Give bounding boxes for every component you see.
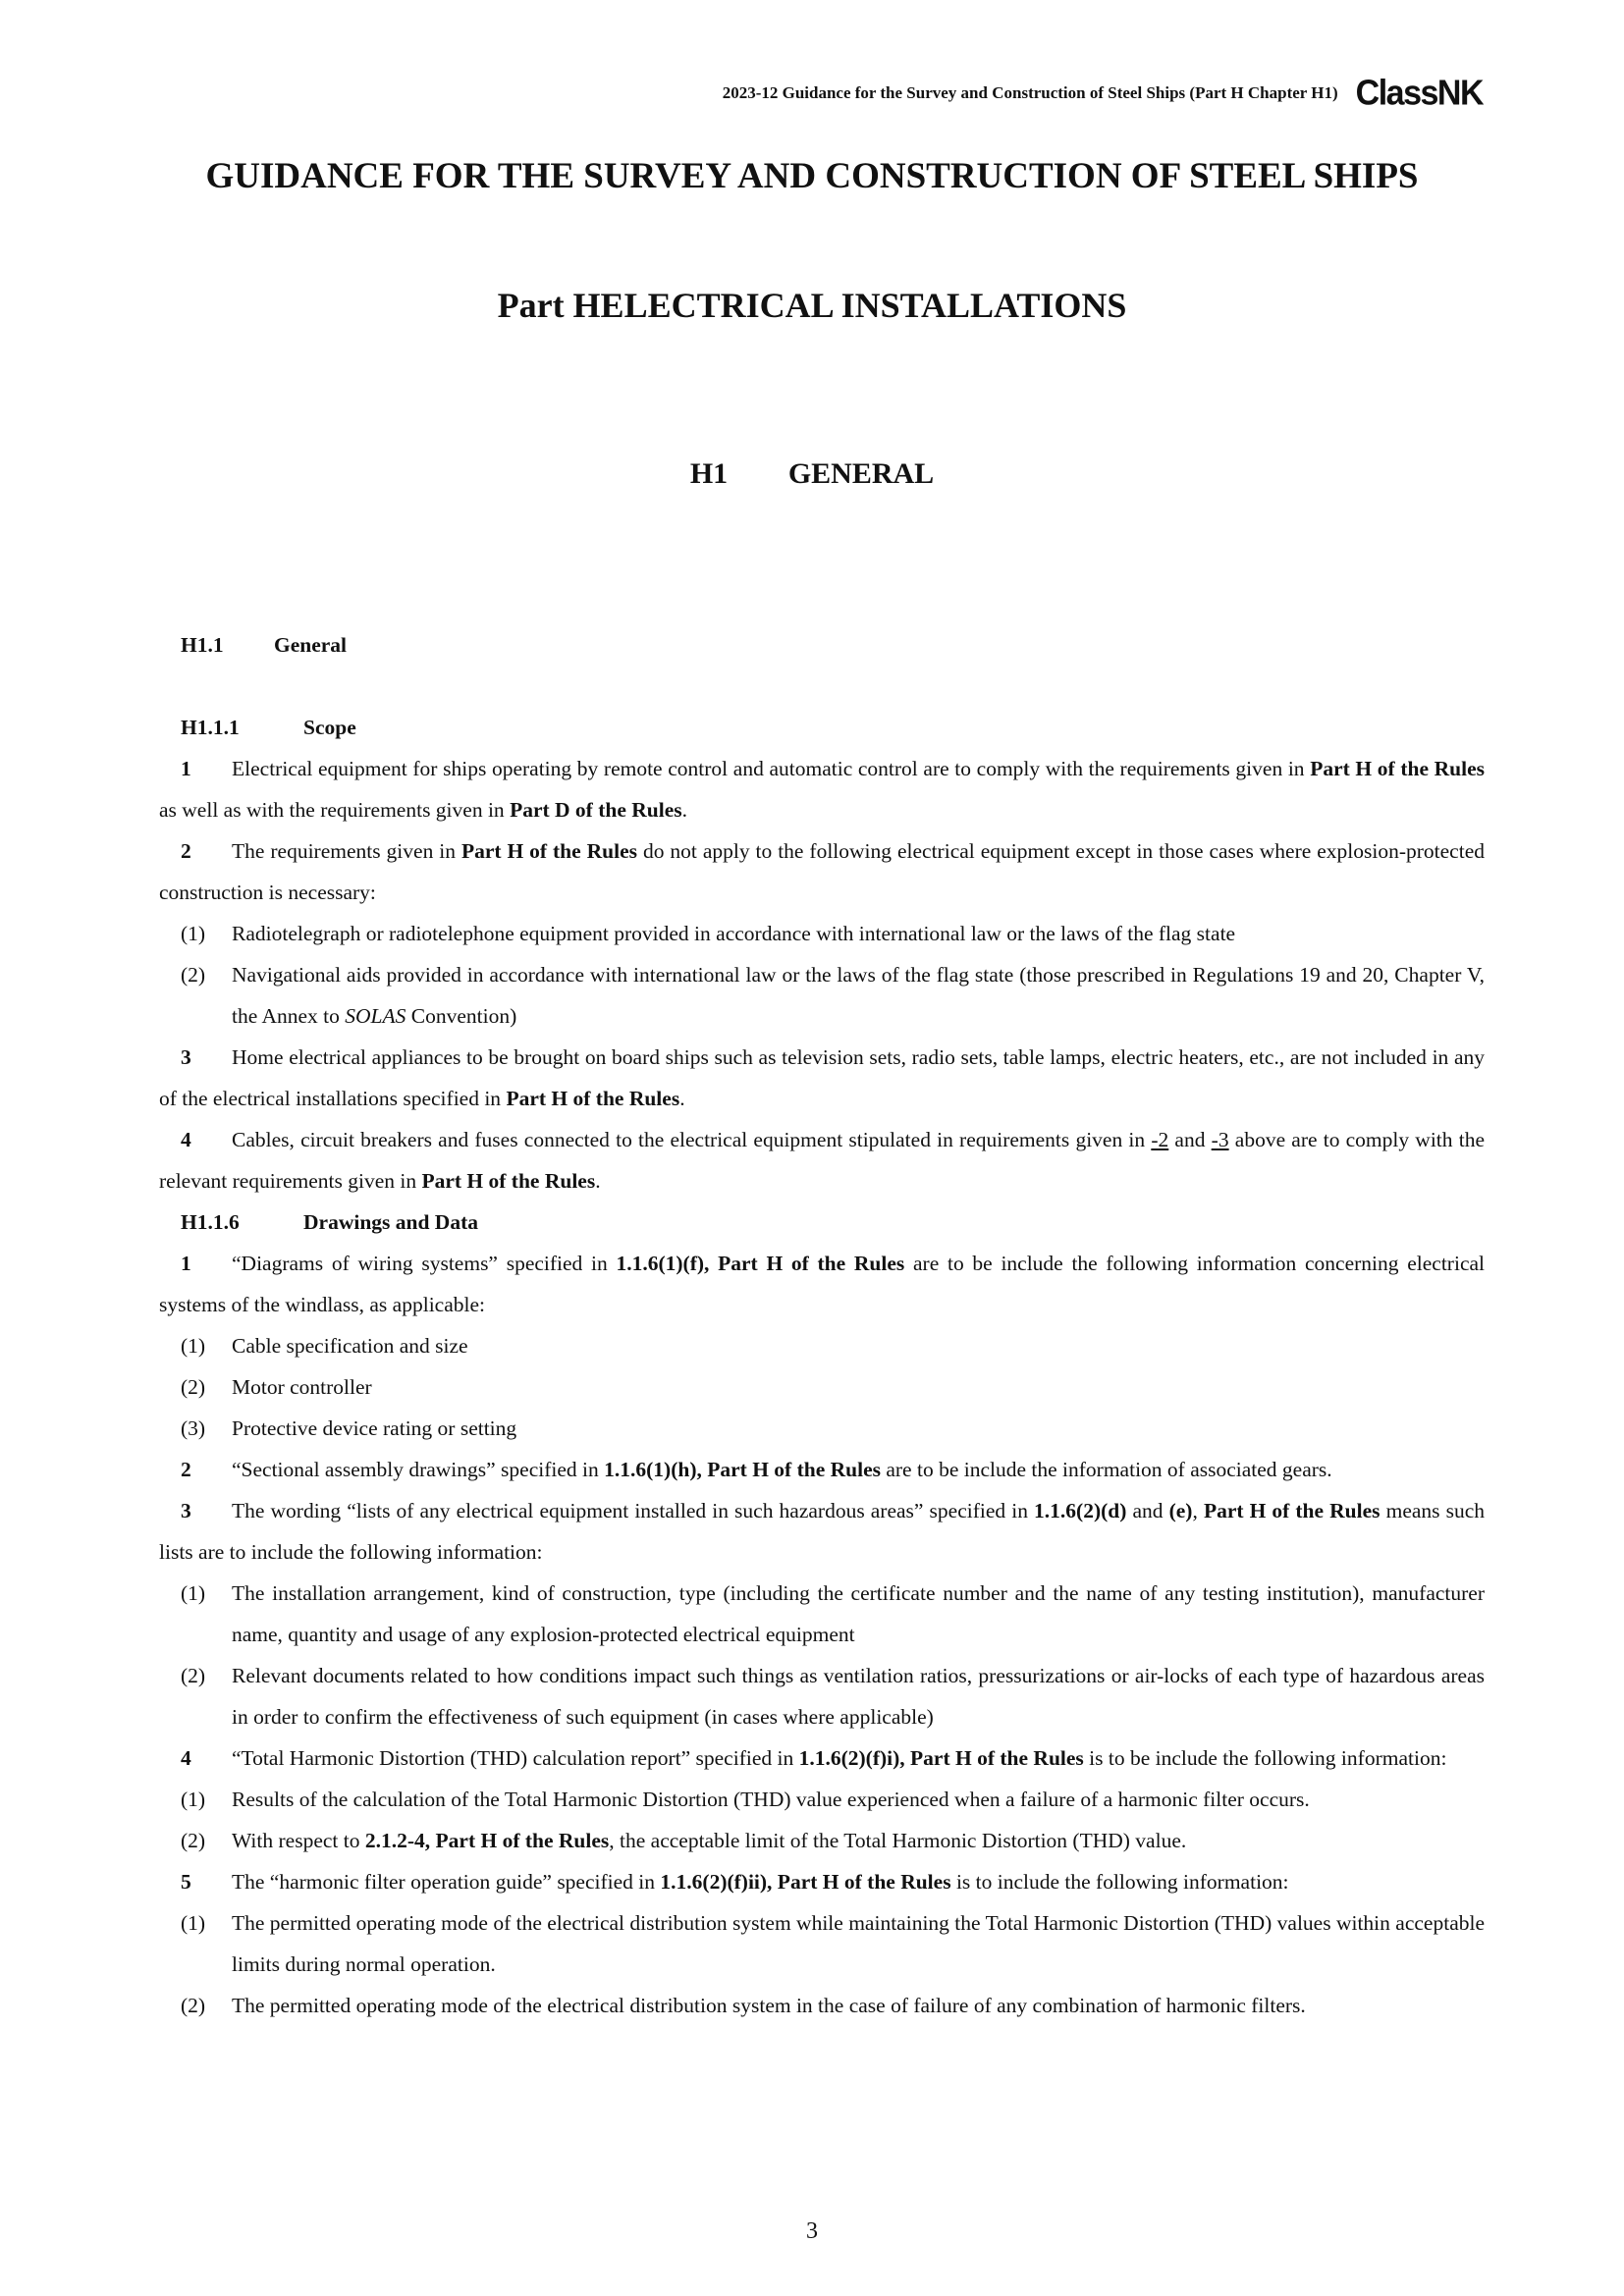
rule-reference: 1.1.6(2)(f)ii), Part H of the Rules [660, 1870, 951, 1894]
paragraph-number: 3 [181, 1045, 191, 1069]
item-text: Relevant documents related to how conditions impact such things as ventilation ratios, pressurizations or air-locks of each type of hazardous areas in order to confirm the effectiveness of such equipment (in cases where applicable) [232, 1664, 1485, 1729]
rule-reference: 1.1.6(1)(h), Part H of the Rules [604, 1458, 881, 1481]
rule-reference: Part D of the Rules [510, 798, 682, 822]
chapter-title: GENERAL [787, 457, 935, 490]
paragraph-scope-1 [159, 748, 1485, 830]
paragraph-text: The wording “lists of any electrical equipment installed in such hazardous areas” specified in [232, 1499, 1035, 1522]
item-text: Navigational aids provided in accordance with international law or the laws of the flag state (those prescribed in Regulations 19 and 20, Chapter V, the Annex to [232, 963, 1485, 1028]
list-item [159, 1366, 1485, 1408]
item-number: (2) [181, 1375, 206, 1399]
paragraph-drawings-3 [159, 1490, 1485, 1573]
paragraph-text: and [1126, 1499, 1169, 1522]
paragraph-number: 3 [181, 1499, 191, 1522]
page-number: 3 [806, 2218, 818, 2244]
item-number: (2) [181, 1664, 206, 1687]
section-heading-h1-1-6 [181, 1201, 1485, 1243]
item-text: The permitted operating mode of the electrical distribution system while maintaining the Total Harmonic Distortion (THD) values within acceptable limits during normal operation. [232, 1911, 1485, 1976]
paragraph-number: 1 [181, 1252, 191, 1275]
paragraph-drawings-4 [159, 1737, 1485, 1779]
paragraph-text: The “harmonic filter operation guide” specified in [232, 1870, 661, 1894]
list-item [159, 1325, 1485, 1366]
section-number: H1.1 [181, 633, 224, 657]
item-text: Cable specification and size [232, 1334, 468, 1358]
list-item [159, 1655, 1485, 1737]
paragraph-text: “Total Harmonic Distortion (THD) calculation report” specified in [232, 1746, 799, 1770]
paragraph-scope-2 [159, 830, 1485, 913]
paragraph-drawings-5 [159, 1861, 1485, 1902]
item-text: The permitted operating mode of the electrical distribution system in the case of failure of any combination of harmonic filters. [232, 1994, 1306, 2017]
rule-reference: (e) [1168, 1499, 1193, 1522]
chapter-number: H1 [689, 457, 729, 490]
item-number: (1) [181, 1334, 206, 1358]
paragraph-number: 4 [181, 1746, 191, 1770]
paragraph-text: , [1192, 1499, 1204, 1522]
list-item [159, 913, 1485, 954]
cross-reference-link[interactable]: -2 [1151, 1128, 1169, 1151]
paragraph-scope-4 [159, 1119, 1485, 1201]
item-number: (3) [181, 1416, 206, 1440]
paragraph-text: Electrical equipment for ships operating by remote control and automatic control are to comply with the requirements given in [232, 757, 1311, 780]
item-text: Protective device rating or setting [232, 1416, 517, 1440]
section-number: H1.1.1 [181, 716, 240, 739]
section-heading-h1-1-1 [181, 707, 1485, 748]
list-item [159, 1408, 1485, 1449]
section-title: General [274, 633, 348, 657]
item-number: (1) [181, 1581, 206, 1605]
item-text-italic: SOLAS [345, 1004, 406, 1028]
list-item [159, 1985, 1485, 2026]
paragraph-text: . [681, 798, 687, 822]
section-heading-h1-1 [181, 624, 1485, 666]
classnk-logo: ClassNK [1355, 74, 1483, 113]
item-number: (2) [181, 1829, 206, 1852]
paragraph-drawings-2 [159, 1449, 1485, 1490]
paragraph-text: Cables, circuit breakers and fuses connected to the electrical equipment stipulated in requirements given in [232, 1128, 1152, 1151]
paragraph-drawings-1 [159, 1243, 1485, 1325]
list-item [159, 954, 1485, 1037]
paragraph-text: The requirements given in [232, 839, 461, 863]
item-number: (2) [181, 963, 206, 987]
paragraph-text: above are to comply with the relevant requirements given in [159, 1128, 1485, 1193]
rule-reference: Part H of the Rules [1203, 1499, 1380, 1522]
rule-reference: 1.1.6(2)(f)i), Part H of the Rules [798, 1746, 1084, 1770]
paragraph-scope-3 [159, 1037, 1485, 1119]
paragraph-text: . [595, 1169, 601, 1193]
cross-reference-link[interactable]: -3 [1211, 1128, 1229, 1151]
item-text: Convention) [406, 1004, 517, 1028]
item-text: Results of the calculation of the Total Harmonic Distortion (THD) value experienced when a failure of a harmonic filter occurs. [232, 1788, 1310, 1811]
item-number: (1) [181, 922, 206, 945]
paragraph-text: are to be include the information of associated gears. [880, 1458, 1332, 1481]
list-item [159, 1779, 1485, 1820]
paragraph-number: 5 [181, 1870, 191, 1894]
item-number: (1) [181, 1788, 206, 1811]
list-item [159, 1902, 1485, 1985]
paragraph-number: 1 [181, 757, 191, 780]
paragraph-text: “Diagrams of wiring systems” specified in [232, 1252, 617, 1275]
paragraph-text: as well as with the requirements given in [159, 798, 511, 822]
section-title: Drawings and Data [303, 1210, 478, 1234]
item-number: (2) [181, 1994, 206, 2017]
chapter-heading [0, 457, 1624, 491]
rule-reference: Part H of the Rules [421, 1169, 596, 1193]
section-number: H1.1.6 [181, 1210, 240, 1234]
list-item [159, 1820, 1485, 1861]
paragraph-text: are to be include the following information concerning electrical systems of the windlass, as applicable: [159, 1252, 1485, 1316]
rule-reference: 2.1.2-4, Part H of the Rules [364, 1829, 610, 1852]
rule-reference: Part H of the Rules [460, 839, 637, 863]
part-title: Part HELECTRICAL INSTALLATIONS [497, 286, 1127, 325]
item-number: (1) [181, 1911, 206, 1935]
rule-reference: Part H of the Rules [1310, 757, 1486, 780]
paragraph-number: 2 [181, 839, 191, 863]
item-text: With respect to [232, 1829, 365, 1852]
paragraph-number: 2 [181, 1458, 191, 1481]
item-text: The installation arrangement, kind of construction, type (including the certificate number and the name of any testing institution), manufacturer name, quantity and usage of any explosion-protected electrical equipment [232, 1581, 1485, 1646]
rule-reference: 1.1.6(2)(d) [1034, 1499, 1127, 1522]
item-text: Radiotelegraph or radiotelephone equipment provided in accordance with international law or the laws of the flag state [232, 922, 1236, 945]
rule-reference: Part H of the Rules [506, 1087, 680, 1110]
paragraph-text: . [679, 1087, 685, 1110]
paragraph-text: do not apply to the following electrical equipment except in those cases where explosion-protected construction is necessary: [159, 839, 1485, 904]
section-title: Scope [303, 716, 356, 739]
rule-reference: 1.1.6(1)(f), Part H of the Rules [616, 1252, 905, 1275]
running-header [550, 74, 1483, 113]
running-title: 2023-12 Guidance for the Survey and Construction of Steel Ships (Part H Chapter H1) [722, 83, 1338, 102]
paragraph-number: 4 [181, 1128, 191, 1151]
item-text: , the acceptable limit of the Total Harmonic Distortion (THD) value. [609, 1829, 1187, 1852]
list-item [159, 1573, 1485, 1655]
paragraph-text: is to include the following information: [950, 1870, 1289, 1894]
paragraph-text: and [1168, 1128, 1212, 1151]
paragraph-text: is to be include the following information: [1083, 1746, 1447, 1770]
paragraph-text: “Sectional assembly drawings” specified in [232, 1458, 605, 1481]
document-title: GUIDANCE FOR THE SURVEY AND CONSTRUCTION OF STEEL SHIPS [205, 156, 1419, 196]
paragraph-text: means such lists are to include the following information: [159, 1499, 1486, 1564]
paragraph-text: Home electrical appliances to be brought on board ships such as television sets, radio sets, table lamps, electric heaters, etc., are not included in any of the electrical installations specified in [159, 1045, 1485, 1110]
item-text: Motor controller [232, 1375, 372, 1399]
body-text [159, 624, 1485, 2026]
